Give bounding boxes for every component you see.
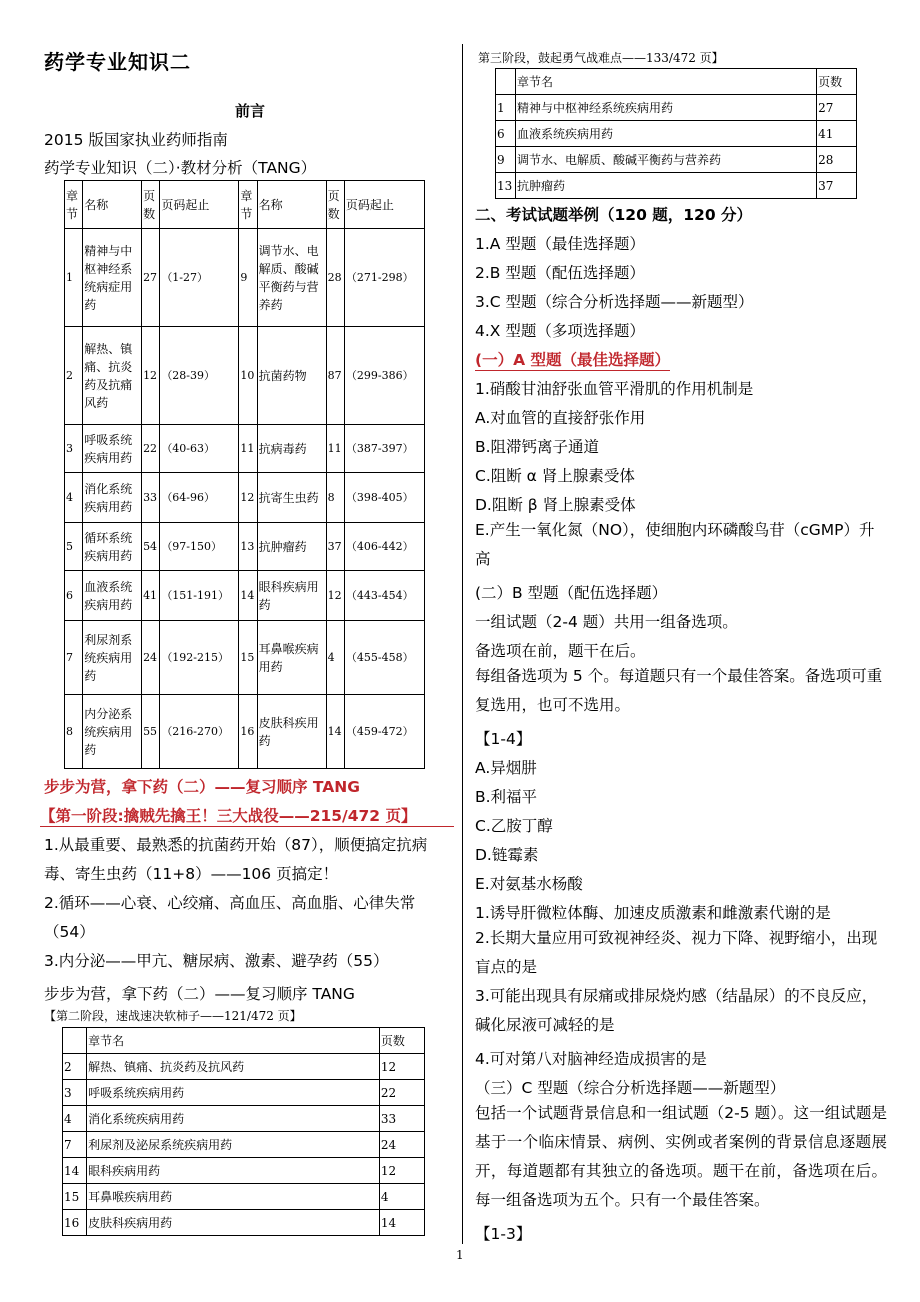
cell: 11 (239, 425, 257, 473)
cell: 8 (65, 695, 83, 769)
cell: 22 (379, 1080, 424, 1106)
cell: 内分泌系统疾病用药 (83, 695, 142, 769)
b-question-1: 1.诱导肝微粒体酶、加速皮质激素和雌激素代谢的是 (475, 904, 831, 922)
cell: 精神与中枢神经系统疾病用药 (515, 95, 816, 121)
b-desc-2: 备选项在前，题干在后。 (475, 642, 646, 660)
table-row (65, 229, 425, 327)
chapter-analysis-table (64, 180, 425, 769)
cell: 调节水、电解质、酸碱平衡药与营养药 (257, 229, 326, 327)
cell: （455-458） (344, 621, 424, 695)
cell: 4 (65, 473, 83, 523)
b-question-2: 2.长期大量应用可致视神经炎、视力下降、视野缩小，出现盲点的是 (475, 929, 878, 976)
table-header-row (496, 69, 857, 95)
cell: 3 (63, 1080, 87, 1106)
cell: （271-298） (344, 229, 424, 327)
cell: 1 (65, 229, 83, 327)
column-divider (462, 44, 463, 1244)
b-option-a: A.异烟肼 (475, 759, 537, 777)
table-row (496, 147, 857, 173)
exam-type-4: 4.X 型题（多项选择题） (475, 322, 645, 340)
cell: （151-191） (160, 571, 239, 621)
cell: 15 (63, 1184, 87, 1210)
cell: 13 (496, 173, 516, 199)
cell: 4 (379, 1184, 424, 1210)
cell: 16 (239, 695, 257, 769)
cell: 耳鼻喉疾病用药 (87, 1184, 380, 1210)
cell: 4 (63, 1106, 87, 1132)
table-row (65, 327, 425, 425)
table-row (65, 621, 425, 695)
cell: 24 (379, 1132, 424, 1158)
cell: 眼科疾病用药 (87, 1158, 380, 1184)
cell: 2 (63, 1054, 87, 1080)
review-heading-2: 步步为营，拿下药（二）——复习顺序 TANG (44, 985, 355, 1003)
cell: （1-27） (160, 229, 239, 327)
cell: 27 (817, 95, 857, 121)
cell: 5 (65, 523, 83, 571)
a-option-b: B.阻滞钙离子通道 (475, 438, 600, 456)
b-type-heading: (二）B 型题（配伍选择题） (475, 584, 668, 602)
cell: 9 (239, 229, 257, 327)
review-heading: 步步为营，拿下药（二）——复习顺序 TANG (44, 778, 360, 796)
table-row (65, 473, 425, 523)
cell: 呼吸系统疾病用药 (83, 425, 142, 473)
b-option-e: E.对氨基水杨酸 (475, 875, 583, 893)
table-row (63, 1184, 425, 1210)
cell: 6 (496, 121, 516, 147)
table-row (496, 173, 857, 199)
b-option-c: C.乙胺丁醇 (475, 817, 553, 835)
cell: 15 (239, 621, 257, 695)
cell: 8 (326, 473, 344, 523)
table-row (65, 571, 425, 621)
b-range: 【1-4】 (475, 730, 532, 748)
cell: 血液系统疾病用药 (83, 571, 142, 621)
cell: （299-386） (344, 327, 424, 425)
cell: 41 (142, 571, 160, 621)
header-cell: 章节名 (87, 1028, 380, 1054)
table-row (65, 695, 425, 769)
header-cell: 页数 (379, 1028, 424, 1054)
cell: 眼科疾病用药 (257, 571, 326, 621)
stage2-heading: 【第二阶段，速战速决软柿子——121/472 页】 (44, 1009, 302, 1023)
a-option-a: A.对血管的直接舒张作用 (475, 409, 646, 427)
header-cell (63, 1028, 87, 1054)
cell: 13 (239, 523, 257, 571)
cell: 33 (379, 1106, 424, 1132)
cell: 37 (326, 523, 344, 571)
b-option-b: B.利福平 (475, 788, 538, 806)
cell: 12 (142, 327, 160, 425)
cell: 12 (326, 571, 344, 621)
cell: 27 (142, 229, 160, 327)
cell: 28 (817, 147, 857, 173)
intro-line-2: 药学专业知识（二）·教材分析（TANG） (44, 159, 317, 177)
cell: 14 (326, 695, 344, 769)
cell: 血液系统疾病用药 (515, 121, 816, 147)
cell: 9 (496, 147, 516, 173)
table-row (63, 1054, 425, 1080)
header-cell: 名称 (257, 181, 326, 229)
cell: 24 (142, 621, 160, 695)
cell: 14 (239, 571, 257, 621)
cell: 14 (63, 1158, 87, 1184)
cell: 14 (379, 1210, 424, 1236)
preface-heading: 前言 (234, 102, 265, 120)
table-row (63, 1080, 425, 1106)
header-cell (496, 69, 516, 95)
table-row (63, 1106, 425, 1132)
cell: 利尿剂及泌尿系统疾病用药 (87, 1132, 380, 1158)
exam-type-1: 1.A 型题（最佳选择题） (475, 235, 645, 253)
cell: 55 (142, 695, 160, 769)
cell: 7 (65, 621, 83, 695)
cell: 利尿剂系统疾病用药 (83, 621, 142, 695)
exam-heading: 二、考试试题举例（120 题，120 分） (475, 206, 753, 224)
cell: 皮肤科疾用药 (257, 695, 326, 769)
table-row (65, 523, 425, 571)
exam-type-2: 2.B 型题（配伍选择题） (475, 264, 645, 282)
intro-line-1: 2015 版国家执业药师指南 (44, 131, 228, 149)
cell: 87 (326, 327, 344, 425)
cell: 抗病毒药 (257, 425, 326, 473)
cell: 10 (239, 327, 257, 425)
table-row (496, 95, 857, 121)
exam-type-3: 3.C 型题（综合分析选择题——新题型） (475, 293, 754, 311)
header-cell: 章节名 (515, 69, 816, 95)
b-question-4: 4.可对第八对脑神经造成损害的是 (475, 1050, 707, 1068)
cell: 解热、镇痛、抗炎药及抗痛风药 (83, 327, 142, 425)
cell: 54 (142, 523, 160, 571)
cell: 抗肿瘤药 (515, 173, 816, 199)
cell: （28-39） (160, 327, 239, 425)
cell: （459-472） (344, 695, 424, 769)
stage1-item-1: 1.从最重要、最熟悉的抗菌药开始（87），顺便搞定抗病毒、寄生虫药（11+8）——106 页搞定！ (44, 836, 428, 883)
cell: 12 (379, 1054, 424, 1080)
cell: 1 (496, 95, 516, 121)
stage3-table (495, 68, 857, 199)
cell: 12 (239, 473, 257, 523)
b-desc-3: 每组备选项为 5 个。每道题只有一个最佳答案。备选项可重复选用，也可不选用。 (475, 667, 883, 714)
cell: 呼吸系统疾病用药 (87, 1080, 380, 1106)
header-cell: 名称 (83, 181, 142, 229)
header-cell: 页数 (817, 69, 857, 95)
cell: 调节水、电解质、酸碱平衡药与营养药 (515, 147, 816, 173)
cell: （64-96） (160, 473, 239, 523)
cell: 12 (379, 1158, 424, 1184)
cell: 22 (142, 425, 160, 473)
table-row (63, 1158, 425, 1184)
table-row (496, 121, 857, 147)
cell: 循环系统疾病用药 (83, 523, 142, 571)
stage2-table (62, 1027, 425, 1236)
stage3-heading: 第三阶段，鼓起勇气战难点——133/472 页】 (478, 51, 724, 65)
cell: 消化系统疾病用药 (83, 473, 142, 523)
header-cell: 页数 (326, 181, 344, 229)
b-question-3: 3.可能出现具有尿痛或排尿烧灼感（结晶尿）的不良反应，碱化尿液可减轻的是 (475, 987, 878, 1034)
a-question: 1.硝酸甘油舒张血管平滑肌的作用机制是 (475, 380, 754, 398)
cell: 耳鼻喉疾病用药 (257, 621, 326, 695)
cell: 2 (65, 327, 83, 425)
header-cell: 页数 (142, 181, 160, 229)
cell: 4 (326, 621, 344, 695)
cell: 28 (326, 229, 344, 327)
cell: 消化系统疾病用药 (87, 1106, 380, 1132)
cell: （406-442） (344, 523, 424, 571)
cell: 6 (65, 571, 83, 621)
cell: 解热、镇痛、抗炎药及抗风药 (87, 1054, 380, 1080)
cell: （192-215） (160, 621, 239, 695)
a-option-c: C.阻断 α 肾上腺素受体 (475, 467, 635, 485)
cell: 精神与中枢神经系统病症用药 (83, 229, 142, 327)
cell: （97-150） (160, 523, 239, 571)
cell: 7 (63, 1132, 87, 1158)
cell: 11 (326, 425, 344, 473)
table-row (65, 425, 425, 473)
cell: （387-397） (344, 425, 424, 473)
cell: 3 (65, 425, 83, 473)
cell: （40-63） (160, 425, 239, 473)
cell: 37 (817, 173, 857, 199)
header-cell: 章节 (65, 181, 83, 229)
cell: 抗菌药物 (257, 327, 326, 425)
b-desc-1: 一组试题（2-4 题）共用一组备选项。 (475, 613, 738, 631)
stage1-heading: 【第一阶段:擒贼先擒王！三大战役——215/472 页】 (40, 804, 454, 827)
document-title: 药学专业知识二 (44, 50, 191, 74)
cell: 皮肤科疾病用药 (87, 1210, 380, 1236)
cell: 16 (63, 1210, 87, 1236)
table-row (63, 1210, 425, 1236)
stage1-item-3: 3.内分泌——甲亢、糖尿病、激素、避孕药（55） (44, 952, 389, 970)
page-number: 1 (456, 1248, 464, 1262)
c-type-heading: （三）C 型题（综合分析选择题——新题型） (475, 1079, 786, 1097)
a-type-heading: (一）A 型题（最佳选择题） (475, 348, 670, 371)
cell: （443-454） (344, 571, 424, 621)
cell: 抗肿瘤药 (257, 523, 326, 571)
header-cell: 页码起止 (160, 181, 239, 229)
cell: 33 (142, 473, 160, 523)
table-header-row (65, 181, 425, 229)
table-row (63, 1132, 425, 1158)
cell: （216-270） (160, 695, 239, 769)
c-desc: 包括一个试题背景信息和一组试题（2-5 题）。这一组试题是基于一个临床情景、病例、实例或者案例的背景信息逐题展开，每道题都有其独立的备选项。题干在前，备选项在后。每一组备选项为五个。只有一个最佳答案。 (475, 1104, 887, 1209)
a-option-d: D.阻断 β 肾上腺素受体 (475, 496, 636, 514)
a-option-e: E.产生一氧化氮（NO），使细胞内环磷酸鸟苷（cGMP）升高 (475, 521, 875, 568)
cell: （398-405） (344, 473, 424, 523)
cell: 抗寄生虫药 (257, 473, 326, 523)
c-range: 【1-3】 (475, 1225, 532, 1243)
stage1-item-2: 2.循环——心衰、心绞痛、高血压、高血脂、心律失常（54） (44, 894, 416, 941)
cell: 41 (817, 121, 857, 147)
header-cell: 章节 (239, 181, 257, 229)
b-option-d: D.链霉素 (475, 846, 539, 864)
table-header-row (63, 1028, 425, 1054)
header-cell: 页码起止 (344, 181, 424, 229)
